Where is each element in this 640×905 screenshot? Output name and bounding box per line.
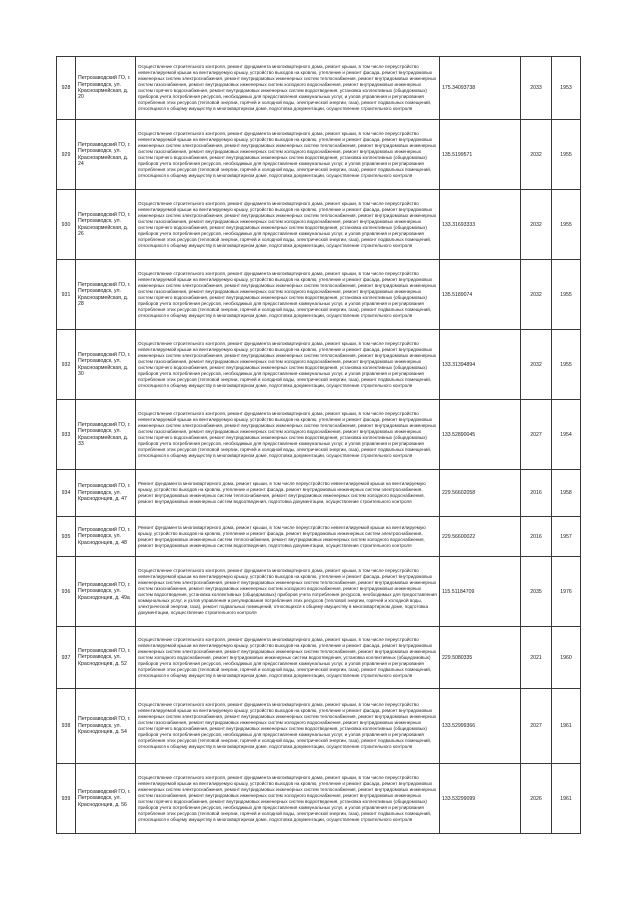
cost-cell: 135.5189074 bbox=[440, 260, 521, 330]
table-row bbox=[57, 120, 581, 190]
table-row bbox=[57, 400, 581, 470]
row-number-cell: 939 bbox=[57, 764, 76, 834]
cost-cell: 133.52999366 bbox=[440, 689, 521, 764]
table-row bbox=[57, 57, 581, 120]
planned-year-cell: 2016 bbox=[521, 470, 552, 517]
repair-program-table bbox=[56, 56, 581, 834]
row-number-cell: 931 bbox=[57, 260, 76, 330]
planned-year-cell: 2026 bbox=[521, 764, 552, 834]
table-row bbox=[57, 764, 581, 834]
year-built-cell: 1961 bbox=[552, 764, 581, 834]
cost-cell: 133.31394894 bbox=[440, 330, 521, 400]
row-number-cell: 930 bbox=[57, 190, 76, 260]
works-description-cell: Осуществление строительного контроля, ремонт фундамента многоквартирного дома, ремонт крыши, в том числе переустройство невентилируемой крыши на вентилируемую крышу, устройство выходов на кровлю, утепление и ремонт фасада, ремонт внутридомовых инженерных систем электроснабжения, ремонт внутридомовых инженерных систем теплоснабжения, ремонт внутридомовых инженерных систем газоснабжения, ремонт внутридомовых инженерных систем холодного водоснабжения, ремонт внутридомовых инженерных систем горячего водоснабжения, ремонт внутридомовых инженерных систем водоотведения, установка коллективных (общедомовых) приборов учета потребления ресурсов, необходимых для предоставления коммунальных услуг, и узлов управления и регулирования потребления этих ресурсов (тепловой энергии, горячей и холодной воды, электрической энергии, газа), ремонт подвальных помещений, относящихся к общему имуществу в многоквартирном доме, подготовка документации, осуществление строительного контроля bbox=[136, 190, 440, 260]
row-number-cell: 933 bbox=[57, 400, 76, 470]
works-description-cell: Осуществление строительного контроля, ремонт фундамента многоквартирного дома, ремонт крыши, в том числе переустройство невентилируемой крыши на вентилируемую крышу, устройство выходов на кровлю, утепление и ремонт фасада, ремонт внутридомовых инженерных систем электроснабжения, ремонт внутридомовых инженерных систем теплоснабжения, ремонт внутридомовых инженерных систем газоснабжения, ремонт внутридомовых инженерных систем холодного водоснабжения, ремонт внутридомовых инженерных систем горячего водоснабжения, ремонт внутридомовых инженерных систем водоотведения, установка коллективных (общедомовых) приборов учета потребления ресурсов, необходимых для предоставления коммунальных услуг, и узлов управления и регулирования потребления этих ресурсов (тепловой энергии, горячей и холодной воды, электрической энергии, газа), ремонт подвальных помещений, относящихся к общему имуществу в многоквартирном доме, подготовка документации, осуществление строительного контроля bbox=[136, 400, 440, 470]
year-built-cell: 1960 bbox=[552, 627, 581, 689]
cost-cell: 229.56602058 bbox=[440, 470, 521, 517]
planned-year-cell: 2033 bbox=[521, 57, 552, 120]
row-number-cell: 938 bbox=[57, 689, 76, 764]
row-number-cell: 936 bbox=[57, 557, 76, 627]
row-number-cell: 928 bbox=[57, 57, 76, 120]
works-description-cell: Осуществление строительного контроля, ремонт фундамента многоквартирного дома, ремонт крыши, в том числе переустройство невентилируемой крыши на вентилируемую крышу, устройство выходов на кровлю, утепление и ремонт фасада, ремонт внутридомовых инженерных систем электроснабжения, ремонт внутридомовых инженерных систем теплоснабжения, ремонт внутридомовых инженерных систем газоснабжения, ремонт внутридомовых инженерных систем холодного водоснабжения, ремонт внутридомовых инженерных систем горячего водоснабжения, ремонт внутридомовых инженерных систем водоотведения, установка коллективных (общедомовых) приборов учета потребления ресурсов, необходимых для предоставления коммунальных услуг, и узлов управления и регулирования потребления этих ресурсов (тепловой энергии, горячей и холодной воды, электрической энергии, газа), ремонт подвальных помещений, относящихся к общему имуществу в многоквартирном доме, подготовка документации, осуществление строительного контроля bbox=[136, 764, 440, 834]
year-built-cell: 1955 bbox=[552, 120, 581, 190]
table-row bbox=[57, 517, 581, 557]
address-cell: Петрозаводский ГО, г. Петрозаводск, ул. Краснодонцев, д. 54 bbox=[76, 689, 136, 764]
planned-year-cell: 2027 bbox=[521, 400, 552, 470]
planned-year-cell: 2032 bbox=[521, 260, 552, 330]
year-built-cell: 1958 bbox=[552, 470, 581, 517]
address-cell: Петрозаводский ГО, г. Петрозаводск, ул. Красноармейская, д. 30 bbox=[76, 330, 136, 400]
address-cell: Петрозаводский ГО, г. Петрозаводск, ул. Краснодонцев, д. 52 bbox=[76, 627, 136, 689]
table-row bbox=[57, 470, 581, 517]
cost-cell: 135.5199571 bbox=[440, 120, 521, 190]
planned-year-cell: 2027 bbox=[521, 689, 552, 764]
address-cell: Петрозаводский ГО, г. Петрозаводск, ул. Красноармейская, д. 24 bbox=[76, 120, 136, 190]
works-description-cell: Осуществление строительного контроля, ремонт фундамента многоквартирного дома, ремонт крыши, в том числе переустройство невентилируемой крыши на вентилируемую крышу, устройство выходов на кровлю, утепление и ремонт фасада, ремонт внутридомовых инженерных систем электроснабжения, ремонт внутридомовых инженерных систем теплоснабжения, ремонт внутридомовых инженерных систем газоснабжения, ремонт внутридомовых инженерных систем холодного водоснабжения, ремонт внутридомовых инженерных систем водоотведения, установка коллективных (общедомовых) приборов учета потребления ресурсов, необходимых для предоставления коммунальных услуг, и узлов управления и регулирования потребления этих ресурсов (тепловой энергии, горячей и холодной воды, электрической энергии, газа), ремонт подвальных помещений, относящихся к общему имуществу в многоквартирном доме, подготовка документации, осуществление строительного контроля bbox=[136, 557, 440, 627]
cost-cell: 229.56600022 bbox=[440, 517, 521, 557]
cost-cell: 133.52890045 bbox=[440, 400, 521, 470]
year-built-cell: 1955 bbox=[552, 330, 581, 400]
planned-year-cell: 2035 bbox=[521, 557, 552, 627]
planned-year-cell: 2032 bbox=[521, 190, 552, 260]
works-description-cell: Осуществление строительного контроля, ремонт фундамента многоквартирного дома, ремонт крыши, в том числе переустройство невентилируемой крыши на вентилируемую крышу, устройство выходов на кровлю, утепление и ремонт фасада, ремонт внутридомовых инженерных систем электроснабжения, ремонт внутридомовых инженерных систем теплоснабжения, ремонт внутридомовых инженерных систем газоснабжения, ремонт внутридомовых инженерных систем холодного водоснабжения, ремонт внутридомовых инженерных систем горячего водоснабжения, ремонт внутридомовых инженерных систем водоотведения, установка коллективных (общедомовых) приборов учета потребления ресурсов, необходимых для предоставления коммунальных услуг, и узлов управления и регулирования потребления этих ресурсов (тепловой энергии, горячей и холодной воды, электрической энергии, газа), ремонт подвальных помещений, относящихся к общему имуществу в многоквартирном доме, подготовка документации, осуществление строительного контроля bbox=[136, 120, 440, 190]
planned-year-cell: 2016 bbox=[521, 517, 552, 557]
address-cell: Петрозаводский ГО, г. Петрозаводск, ул. Краснодонцев, д. 47 bbox=[76, 470, 136, 517]
table-row bbox=[57, 260, 581, 330]
cost-cell: 133.53299099 bbox=[440, 764, 521, 834]
planned-year-cell: 2032 bbox=[521, 330, 552, 400]
year-built-cell: 1955 bbox=[552, 190, 581, 260]
works-description-cell: Осуществление строительного контроля, ремонт фундамента многоквартирного дома, ремонт крыши, в том числе переустройство невентилируемой крыши на вентилируемую крышу, устройство выходов на кровлю, утепление и ремонт фасада, ремонт внутридомовых инженерных систем электроснабжения, ремонт внутридомовых инженерных систем теплоснабжения, ремонт внутридомовых инженерных систем холодного водоснабжения, ремонт внутридомовых инженерных систем водоотведения, установка коллективных (общедомовых) приборов учета потребления ресурсов, необходимых для предоставления коммунальных услуг, и узлов управления и регулирования потребления этих ресурсов (тепловой энергии, горячей и холодной воды, электрической энергии, газа), ремонт подвальных помещений, относящихся к общему имуществу в многоквартирном доме, подготовка документации, осуществление строительного контроля bbox=[136, 627, 440, 689]
address-cell: Петрозаводский ГО, г. Петрозаводск, ул. Красноармейская, д. 28 bbox=[76, 260, 136, 330]
table-body bbox=[57, 57, 581, 834]
year-built-cell: 1957 bbox=[552, 517, 581, 557]
works-description-cell: Ремонт фундамента многоквартирного дома, ремонт крыши, в том числе переустройство невентилируемой крыши на вентилируемую крышу, устройство выходов на кровлю, утепление и ремонт фасада, ремонт внутридомовых инженерных систем электроснабжения, ремонт внутридомовых инженерных систем теплоснабжения, ремонт внутридомовых инженерных систем холодного водоснабжения, ремонт внутридомовых инженерных систем водоотведения, подготовка документации, осуществление строительного контроля bbox=[136, 470, 440, 517]
address-cell: Петрозаводский ГО, г. Петрозаводск, ул. Красноармейская, д. 33 bbox=[76, 400, 136, 470]
cost-cell: 229.5080335 bbox=[440, 627, 521, 689]
year-built-cell: 1954 bbox=[552, 400, 581, 470]
table-row bbox=[57, 330, 581, 400]
row-number-cell: 935 bbox=[57, 517, 76, 557]
planned-year-cell: 2021 bbox=[521, 627, 552, 689]
cost-cell: 175.34093738 bbox=[440, 57, 521, 120]
table-row bbox=[57, 557, 581, 627]
table-row bbox=[57, 689, 581, 764]
cost-cell: 115.51184709 bbox=[440, 557, 521, 627]
row-number-cell: 929 bbox=[57, 120, 76, 190]
planned-year-cell: 2032 bbox=[521, 120, 552, 190]
works-description-cell: Осуществление строительного контроля, ремонт фундамента многоквартирного дома, ремонт крыши, в том числе переустройство невентилируемой крыши на вентилируемую крышу, устройство выходов на кровлю, утепление и ремонт фасада, ремонт внутридомовых инженерных систем электроснабжения, ремонт внутридомовых инженерных систем теплоснабжения, ремонт внутридомовых инженерных систем газоснабжения, ремонт внутридомовых инженерных систем холодного водоснабжения, ремонт внутридомовых инженерных систем горячего водоснабжения, ремонт внутридомовых инженерных систем водоотведения, установка коллективных (общедомовых) приборов учета потребления ресурсов, необходимых для предоставления коммунальных услуг, и узлов управления и регулирования потребления этих ресурсов (тепловой энергии, горячей и холодной воды, электрической энергии, газа), ремонт подвальных помещений, относящихся к общему имуществу в многоквартирном доме, подготовка документации, осуществление строительного контроля bbox=[136, 330, 440, 400]
address-cell: Петрозаводский ГО, г. Петрозаводск, ул. Красноармейская, д. 26 bbox=[76, 190, 136, 260]
works-description-cell: Осуществление строительного контроля, ремонт фундамента многоквартирного дома, ремонт крыши, в том числе переустройство невентилируемой крыши на вентилируемую крышу, устройство выходов на кровлю, утепление и ремонт фасада, ремонт внутридомовых инженерных систем электроснабжения, ремонт внутридомовых инженерных систем теплоснабжения, ремонт внутридомовых инженерных систем газоснабжения, ремонт внутридомовых инженерных систем холодного водоснабжения, ремонт внутридомовых инженерных систем горячего водоснабжения, ремонт внутридомовых инженерных систем водоотведения, установка коллективных (общедомовых) приборов учета потребления ресурсов, необходимых для предоставления коммунальных услуг, и узлов управления и регулирования потребления этих ресурсов (тепловой энергии, горячей и холодной воды, электрической энергии, газа), ремонт подвальных помещений, относящихся к общему имуществу в многоквартирном доме, подготовка документации, осуществление строительного контроля bbox=[136, 689, 440, 764]
year-built-cell: 1961 bbox=[552, 689, 581, 764]
row-number-cell: 932 bbox=[57, 330, 76, 400]
cost-cell: 133.31693333 bbox=[440, 190, 521, 260]
year-built-cell: 1976 bbox=[552, 557, 581, 627]
table-row bbox=[57, 627, 581, 689]
address-cell: Петрозаводский ГО, г. Петрозаводск, ул. Краснодонцев, д. 49а bbox=[76, 557, 136, 627]
works-description-cell: Осуществление строительного контроля, ремонт фундамента многоквартирного дома, ремонт крыши, в том числе переустройство невентилируемой крыши на вентилируемую крышу, устройство выходов на кровлю, утепление и ремонт фасада, ремонт внутридомовых инженерных систем электроснабжения, ремонт внутридомовых инженерных систем теплоснабжения, ремонт внутридомовых инженерных систем газоснабжения, ремонт внутридомовых инженерных систем холодного водоснабжения, ремонт внутридомовых инженерных систем горячего водоснабжения, ремонт внутридомовых инженерных систем водоотведения, установка коллективных (общедомовых) приборов учета потребления ресурсов, необходимых для предоставления коммунальных услуг, и узлов управления и регулирования потребления этих ресурсов (тепловой энергии, горячей и холодной воды, электрической энергии, газа), ремонт подвальных помещений, относящихся к общему имуществу в многоквартирном доме, подготовка документации, осуществление строительного контроля bbox=[136, 57, 440, 120]
row-number-cell: 937 bbox=[57, 627, 76, 689]
year-built-cell: 1953 bbox=[552, 57, 581, 120]
row-number-cell: 934 bbox=[57, 470, 76, 517]
works-description-cell: Осуществление строительного контроля, ремонт фундамента многоквартирного дома, ремонт крыши, в том числе переустройство невентилируемой крыши на вентилируемую крышу, устройство выходов на кровлю, утепление и ремонт фасада, ремонт внутридомовых инженерных систем электроснабжения, ремонт внутридомовых инженерных систем теплоснабжения, ремонт внутридомовых инженерных систем газоснабжения, ремонт внутридомовых инженерных систем холодного водоснабжения, ремонт внутридомовых инженерных систем горячего водоснабжения, ремонт внутридомовых инженерных систем водоотведения, установка коллективных (общедомовых) приборов учета потребления ресурсов, необходимых для предоставления коммунальных услуг, и узлов управления и регулирования потребления этих ресурсов (тепловой энергии, горячей и холодной воды, электрической энергии, газа), ремонт подвальных помещений, относящихся к общему имуществу в многоквартирном доме, подготовка документации, осуществление строительного контроля bbox=[136, 260, 440, 330]
address-cell: Петрозаводский ГО, г. Петрозаводск, ул. Краснодонцев, д. 48 bbox=[76, 517, 136, 557]
table-row bbox=[57, 190, 581, 260]
address-cell: Петрозаводский ГО, г. Петрозаводск, ул. Краснодонцев, д. 56 bbox=[76, 764, 136, 834]
year-built-cell: 1955 bbox=[552, 260, 581, 330]
works-description-cell: Ремонт фундамента многоквартирного дома, ремонт крыши, в том числе переустройство невентилируемой крыши на вентилируемую крышу, устройство выходов на кровлю, утепление и ремонт фасада, ремонт внутридомовых инженерных систем электроснабжения, ремонт внутридомовых инженерных систем теплоснабжения, ремонт внутридомовых инженерных систем холодного водоснабжения, ремонт внутридомовых инженерных систем водоотведения, подготовка документации, осуществление строительного контроля bbox=[136, 517, 440, 557]
address-cell: Петрозаводский ГО, г. Петрозаводск, ул. Красноармейская, д. 20 bbox=[76, 57, 136, 120]
